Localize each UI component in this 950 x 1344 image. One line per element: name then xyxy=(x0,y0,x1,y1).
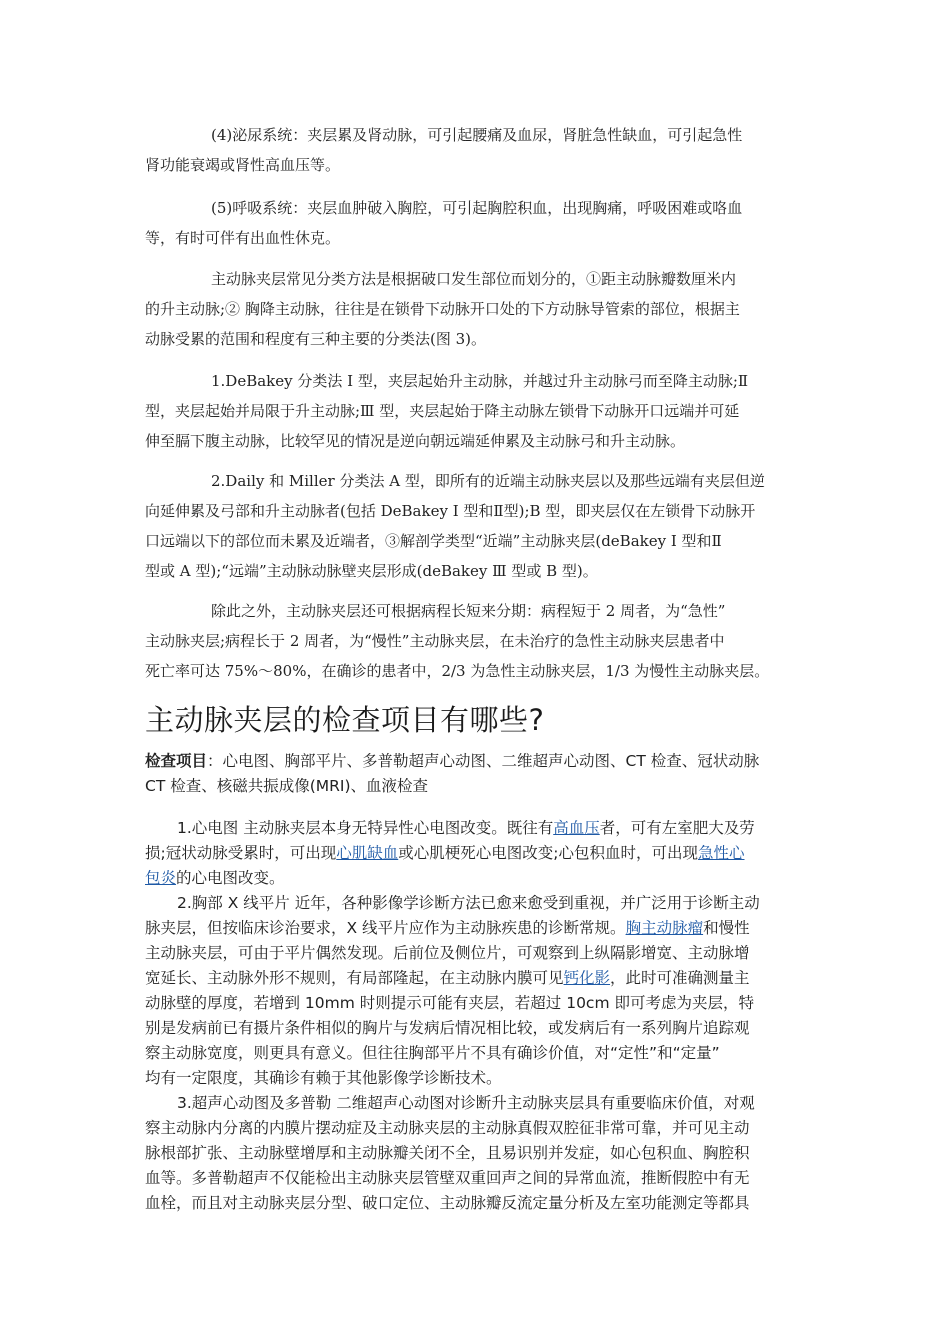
link-myocardial-ischemia[interactable]: 心肌缺血 xyxy=(336,844,399,862)
ecg-text: 者，可有左室肥大及劳 xyxy=(599,819,755,837)
link-acute-pericarditis[interactable]: 急性心 xyxy=(697,844,745,862)
text-line: (5)呼吸系统：夹层血肿破入胸腔，可引起胸腔积血，出现胸痛，呼吸困难或咯血 xyxy=(211,199,743,217)
ecg-text: 的心电图改变。 xyxy=(176,869,285,887)
xray-line: 主动脉夹层，可由于平片偶然发现。后前位及侧位片，可观察到上纵隔影增宽、主动脉增 xyxy=(145,944,750,962)
paragraph-xray xyxy=(145,891,810,1091)
text-line: 型，夹层起始并局限于升主动脉;Ⅲ 型，夹层起始于降主动脉左锁骨下动脉开口远端并可延 xyxy=(145,402,740,420)
exam-list: ：心电图、胸部平片、多普勒超声心动图、二维超声心动图、CT 检查、冠状动脉 xyxy=(207,752,760,770)
echo-line: 血等。多普勒超声不仅能检出主动脉夹层管壁双重回声之间的异常血流，推断假腔中有无 xyxy=(145,1169,750,1187)
xray-text: 和慢性 xyxy=(703,919,750,937)
link-thoracic-aneurysm[interactable]: 胸主动脉瘤 xyxy=(625,919,704,937)
text-line: 伸至膈下腹主动脉，比较罕见的情况是逆向朝远端延伸累及主动脉弓和升主动脉。 xyxy=(145,432,686,450)
text-line: 口远端以下的部位而未累及近端者，③解剖学类型“近端”主动脉夹层(deBakey Ⅰ 型和Ⅱ xyxy=(145,532,722,550)
echo-line: 血栓，而且对主动脉夹层分型、破口定位、主动脉瓣反流定量分析及左室功能测定等都具 xyxy=(145,1194,750,1212)
xray-text: ，此时可准确测量主 xyxy=(610,969,750,987)
text-line: 除此之外，主动脉夹层还可根据病程长短来分期：病程短于 2 周者，为“急性” xyxy=(211,602,726,620)
xray-line: 察主动脉宽度，则更具有意义。但往往胸部平片不具有确诊价值，对“定性”和“定量” xyxy=(145,1044,720,1062)
xray-text: 宽延长、主动脉外形不规则，有局部隆起，在主动脉内膜可见 xyxy=(145,969,564,987)
xray-line: 均有一定限度，其确诊有赖于其他影像学诊断技术。 xyxy=(145,1069,502,1087)
xray-line: 动脉壁的厚度，若增到 10mm 时则提示可能有夹层，若超过 10cm 即可考虑为夹层，特 xyxy=(145,994,754,1012)
paragraph-ecg xyxy=(145,816,810,891)
paragraph-classification xyxy=(145,264,807,354)
section-heading: 主动脉夹层的检查项目有哪些? xyxy=(145,703,545,737)
text-line: 肾功能衰竭或肾性高血压等。 xyxy=(145,156,341,174)
paragraph-daily-miller xyxy=(145,466,807,586)
xray-line: 别是发病前已有摄片条件相似的胸片与发病后情况相比较，或发病后有一系列胸片追踪观 xyxy=(145,1019,750,1037)
text-line: 型或 A 型);“远端”主动脉动脉壁夹层形成(deBakey Ⅲ 型或 B 型)。 xyxy=(145,562,598,580)
ecg-text: 或心肌梗死心电图改变;心包积血时，可出现 xyxy=(398,844,698,862)
text-line: 2.Daily 和 Miller 分类法 A 型，即所有的近端主动脉夹层以及那些远端有夹层但逆 xyxy=(211,472,765,490)
exam-label: 检查项目 xyxy=(145,752,208,770)
text-line: 死亡率可达 75%～80%，在确诊的患者中，2/3 为急性主动脉夹层，1/3 为慢性主动脉夹层。 xyxy=(145,662,770,680)
text-line: 主动脉夹层常见分类方法是根据破口发生部位而划分的，①距主动脉瓣数厘米内 xyxy=(211,270,737,288)
echo-line: 3.超声心动图及多普勒 二维超声心动图对诊断升主动脉夹层具有重要临床价值，对观 xyxy=(177,1094,755,1112)
link-hypertension[interactable]: 高血压 xyxy=(553,819,600,837)
link-calcification[interactable]: 钙化影 xyxy=(563,969,611,987)
paragraph-debakey xyxy=(145,366,807,456)
paragraph-urinary xyxy=(145,120,807,180)
text-line: 向延伸累及弓部和升主动脉者(包括 DeBakey Ⅰ 型和Ⅱ型);B 型，即夹层仅在左锁骨下动脉开 xyxy=(145,502,756,520)
xray-text: 脉夹层，但按临床诊治要求，X 线平片应作为主动脉疾患的诊断常规。 xyxy=(145,919,626,937)
paragraph-echo xyxy=(145,1091,810,1216)
echo-line: 脉根部扩张、主动脉壁增厚和主动脉瓣关闭不全，且易识别并发症，如心包积血、胸腔积 xyxy=(145,1144,750,1162)
exam-list-cont: CT 检查、核磁共振成像(MRI)、血液检查 xyxy=(145,777,429,795)
text-line: 等，有时可伴有出血性休克。 xyxy=(145,229,341,247)
text-line: 的升主动脉;② 胸降主动脉，往往是在锁骨下动脉开口处的下方动脉导管索的部位，根据主 xyxy=(145,300,740,318)
text-line: 动脉受累的范围和程度有三种主要的分类法(图 3)。 xyxy=(145,330,487,348)
echo-line: 察主动脉内分离的内膜片摆动症及主动脉夹层的主动脉真假双腔征非常可靠，并可见主动 xyxy=(145,1119,750,1137)
link-acute-pericarditis-cont[interactable]: 包炎 xyxy=(145,869,177,887)
text-line: 主动脉夹层;病程长于 2 周者，为“慢性”主动脉夹层，在未治疗的急性主动脉夹层患者中 xyxy=(145,632,725,650)
text-line: (4)泌尿系统：夹层累及肾动脉，可引起腰痛及血尿，肾脏急性缺血，可引起急性 xyxy=(211,126,743,144)
ecg-text: 1.心电图 主动脉夹层本身无特异性心电图改变。既往有 xyxy=(177,819,554,837)
text-line: 1.DeBakey 分类法 Ⅰ 型，夹层起始升主动脉，并越过升主动脉弓而至降主动脉;Ⅱ xyxy=(211,372,749,390)
ecg-text: 损;冠状动脉受累时，可出现 xyxy=(145,844,337,862)
paragraph-respiratory xyxy=(145,193,807,253)
xray-line: 2.胸部 X 线平片 近年，各种影像学诊断方法已愈来愈受到重视，并广泛用于诊断主动 xyxy=(177,894,760,912)
exam-items xyxy=(145,749,810,799)
paragraph-staging xyxy=(145,596,807,686)
